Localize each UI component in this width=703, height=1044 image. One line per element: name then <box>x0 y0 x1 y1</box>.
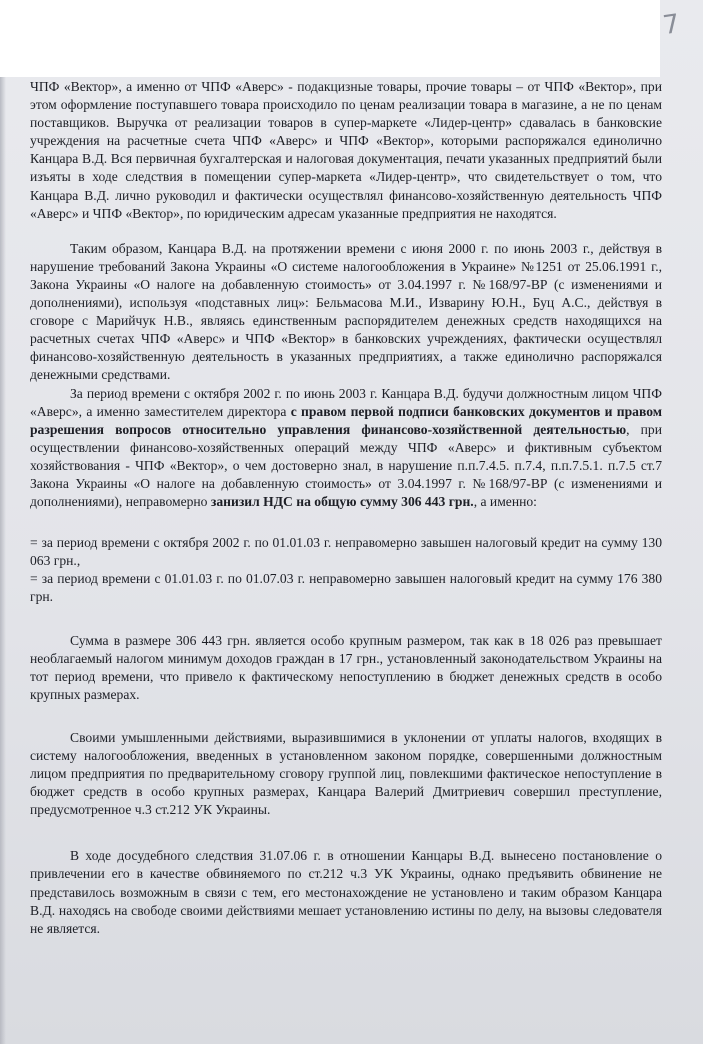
paragraph-3 <box>30 385 662 512</box>
handwritten-page-number: 7 <box>660 8 682 42</box>
paragraph-3-text-1: За период времени с октября 2002 г. по июнь 2003 г. Канцара В.Д. будучи должностным лицом ЧПФ «Аверс», а именно заместителем директора <box>30 385 662 419</box>
page-edge-shadow <box>0 77 6 1044</box>
document-body <box>30 78 662 938</box>
paragraph-3-text-2: , при осуществлении финансово-хозяйственных операций между ЧПФ «Аверс» и фиктивным субъектом хозяйствования - ЧПФ «Вектор», о чем достоверно знал, в нарушение п.п.7.4.5. п.7.4, п.п.7.5.1. п.7.5 ст.7 Закона Украины «О налоге на добавленную стоимость» от 3.04.1997 г. №168/97-ВР (с изменениями и дополнениями), неправомерно <box>30 421 662 510</box>
list-item-1: = за период времени с октября 2002 г. по 01.01.03 г. неправомерно завышен налоговый кредит на сумму 130 063 грн., <box>30 535 662 569</box>
paragraph-3-text-3: , а именно: <box>473 494 537 510</box>
paragraph-5: Своими умышленными действиями, выразившимися в уклонении от уплаты налогов, входящих в систему налогообложения, введенных в установленном законом порядке, совершенными должностным лицом предприятия по предварительному сговору группой лиц, повлекшими фактическое непоступление в бюджет средств в особо крупных размерах, Канцара Валерий Дмитриевич совершил преступление, предусмотренное ч.3 ст.212 УК Украины. <box>30 729 662 818</box>
paragraph-6: В ходе досудебного следствия 31.07.06 г. в отношении Канцары В.Д. вынесено постановление о привлечении его в качестве обвиняемого по ст.212 ч.3 УК Украины, однако предъявить обвинение не представилось возможным в связи с тем, его местонахождение не установлено и таким образом Канцара В.Д. находясь на свободе своими действиями мешает установлению истины по делу, на вызовы следователя не является. <box>30 848 662 936</box>
paragraph-3-bold-1: с правом первой подписи банковских документов и правом разрешения вопросов относительно управления финансово-хозяйственной деятельностью <box>30 403 662 437</box>
paragraph-3-bold-2: занизил НДС на общую сумму 306 443 грн. <box>210 494 474 510</box>
paragraph-4: Сумма в размере 306 443 грн. является особо крупным размером, так как в 18 026 раз превышает необлагаемый налогом минимум доходов граждан в 17 грн., установленный законодательством Украины на тот период времени, что привело к фактическому непоступлению в бюджет денежных средств в особо крупных размерах. <box>30 632 662 702</box>
paragraph-2: Таким образом, Канцара В.Д. на протяжении времени с июня 2000 г. по июнь 2003 г., действуя в нарушение требований Закона Украины «О системе налогообложения в Украине» №1251 от 25.06.1991 г., Закона Украины «О налоге на добавленную стоимость» от 3.04.1997 г. №168/97-ВР (с изменениями и дополнениями), используя «подставных лиц»: Бельмасова М.И., Изварину Ю.Н., Буц А.С., действуя в сговоре с Марийчук Н.В., являясь единственным распорядителем денежных средств находящихся на расчетных счетах ЧПФ «Аверс» и ЧПФ «Вектор» в банковских учреждениях, фактически осуществлял финансово-хозяйственную деятельность в указанных предприятиях, а также единолично распоряжался денежными средствами. <box>30 240 662 383</box>
paragraph-1: ЧПФ «Вектор», а именно от ЧПФ «Аверс» - подакцизные товары, прочие товары – от ЧПФ «Вектор», при этом оформление поступавшего товара происходило по ценам реализации товара в магазине, а не по ценам поставщиков. Выручка от реализации товаров в супер-маркете «Лидер-центр» сдавалась в банковские учреждения на расчетные счета ЧПФ «Аверс» и ЧПФ «Вектор», которыми распоряжался единолично Канцара В.Д. Вся первичная бухгалтерская и налоговая документация, печати указанных предприятий были изъяты в ходе следствия в помещении супер-маркета «Лидер-центр», что свидетельствует о том, что Канцара В.Д. лично руководил и фактически осуществлял финансово-хозяйственную деятельность ЧПФ «Аверс» и ЧПФ «Вектор», по юридическим адресам указанные предприятия не находятся. <box>30 79 662 221</box>
list-item-2: = за период времени с 01.01.03 г. по 01.07.03 г. неправомерно завышен налоговый кредит на сумму 176 380 грн. <box>30 571 662 605</box>
blank-top-margin <box>0 0 660 77</box>
